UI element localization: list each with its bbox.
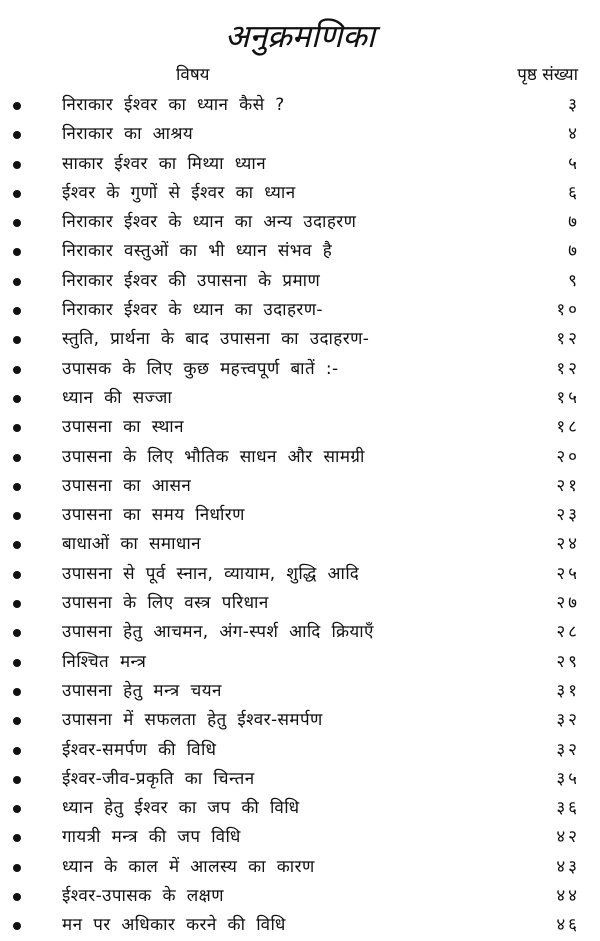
entry-page-number: ६ xyxy=(568,182,580,203)
entry-page-number: ४६ xyxy=(556,915,580,936)
entry-subject: मन पर अधिकार करने की विधि xyxy=(62,915,286,936)
list-item xyxy=(0,384,600,413)
entry-subject: उपासना में सफलता हेतु ईश्वर-समर्पण xyxy=(62,710,323,731)
entry-page-number: ३५ xyxy=(556,768,580,789)
list-item xyxy=(0,530,600,559)
entry-page-number: ७ xyxy=(568,212,580,233)
entry-page-number: ९ xyxy=(568,270,580,291)
entry-page-number: ४४ xyxy=(556,886,580,907)
entry-subject: उपासना के लिए भौतिक साधन और सामग्री xyxy=(62,446,365,467)
entry-page-number: २३ xyxy=(556,505,580,526)
list-item xyxy=(0,237,600,266)
entry-subject: उपासना हेतु आचमन, अंग-स्पर्श आदि क्रियाएँ xyxy=(62,622,374,643)
bullet-icon xyxy=(13,512,21,520)
list-item xyxy=(0,677,600,706)
list-item xyxy=(0,560,600,589)
entry-subject: साकार ईश्वर का मिथ्या ध्यान xyxy=(62,153,267,174)
entry-subject: निश्चित मन्त्र xyxy=(62,651,147,672)
page-title: अनुक्रमणिका xyxy=(224,17,376,55)
entry-subject: उपासना हेतु मन्त्र चयन xyxy=(62,680,222,701)
entry-page-number: ३ xyxy=(568,95,580,115)
list-item xyxy=(0,355,600,384)
entry-subject: ईश्वर-उपासक के लक्षण xyxy=(62,886,224,907)
entry-page-number: १२ xyxy=(556,358,580,379)
entry-page-number: २१ xyxy=(556,475,580,496)
entry-page-number: १० xyxy=(556,300,580,321)
list-item xyxy=(0,472,600,501)
list-item xyxy=(0,267,600,296)
entry-page-number: २० xyxy=(556,446,580,467)
list-item xyxy=(0,179,600,208)
entry-page-number: २७ xyxy=(556,593,580,614)
bullet-icon xyxy=(13,541,21,549)
entry-page-number: ३६ xyxy=(556,798,580,819)
bullet-icon xyxy=(13,834,21,842)
page-number-column-header: पृष्ठ संख्या xyxy=(517,65,578,85)
bullet-icon xyxy=(13,161,21,169)
bullet-icon xyxy=(13,717,21,725)
subject-column-header: विषय xyxy=(176,65,210,85)
list-item xyxy=(0,443,600,472)
bullet-icon xyxy=(13,131,21,139)
bullet-icon xyxy=(13,190,21,198)
list-item xyxy=(0,150,600,179)
entry-subject: निराकार का आश्रय xyxy=(62,124,194,145)
list-item xyxy=(0,765,600,794)
entry-page-number: १२ xyxy=(556,329,580,350)
entry-subject: उपासना का समय निर्धारण xyxy=(62,505,245,526)
list-item xyxy=(0,325,600,354)
entry-subject: ईश्वर-समर्पण की विधि xyxy=(62,739,217,760)
entry-page-number: ७ xyxy=(568,241,580,262)
bullet-icon xyxy=(13,922,21,930)
entry-page-number: १५ xyxy=(556,387,580,408)
entry-subject: ध्यान के काल में आलस्य का कारण xyxy=(62,856,315,877)
list-item xyxy=(0,823,600,852)
entry-subject: उपासना का स्थान xyxy=(62,417,184,438)
bullet-icon xyxy=(13,454,21,462)
list-item xyxy=(0,120,600,149)
bullet-icon xyxy=(13,102,21,110)
bullet-icon xyxy=(13,659,21,667)
list-item xyxy=(0,706,600,735)
entry-page-number: २८ xyxy=(556,622,580,643)
list-item xyxy=(0,413,600,442)
entry-subject: निराकार ईश्वर का ध्यान कैसे ? xyxy=(62,95,285,115)
list-item xyxy=(0,208,600,237)
entry-subject: निराकार ईश्वर के ध्यान का उदाहरण- xyxy=(62,300,323,321)
list-item xyxy=(0,794,600,823)
entry-page-number: २४ xyxy=(556,534,580,555)
entry-page-number: ३१ xyxy=(556,680,580,701)
list-item xyxy=(0,648,600,677)
entry-page-number: २९ xyxy=(556,651,580,672)
entry-page-number: ३२ xyxy=(556,739,580,760)
entry-subject: बाधाओं का समाधान xyxy=(62,534,201,555)
entry-subject: उपासना का आसन xyxy=(62,475,192,496)
entry-subject: ध्यान की सज्जा xyxy=(62,387,173,408)
bullet-icon xyxy=(13,629,21,637)
entry-subject: निराकार ईश्वर की उपासना के प्रमाण xyxy=(62,270,321,291)
table-of-contents-list xyxy=(0,91,600,941)
entry-page-number: ४२ xyxy=(556,827,580,848)
list-item xyxy=(0,736,600,765)
entry-subject: ईश्वर-जीव-प्रकृति का चिन्तन xyxy=(62,768,255,789)
entry-page-number: ५ xyxy=(568,153,580,174)
bullet-icon xyxy=(13,366,21,374)
entry-subject: स्तुति, प्रार्थना के बाद उपासना का उदाहरण- xyxy=(62,329,370,350)
bullet-icon xyxy=(13,893,21,901)
bullet-icon xyxy=(13,688,21,696)
list-item xyxy=(0,296,600,325)
bullet-icon xyxy=(13,864,21,872)
entry-page-number: ३२ xyxy=(556,710,580,731)
entry-subject: निराकार ईश्वर के ध्यान का अन्य उदाहरण xyxy=(62,212,357,233)
entry-page-number: ४३ xyxy=(556,856,580,877)
entry-subject: निराकार वस्तुओं का भी ध्यान संभव है xyxy=(62,241,333,262)
list-item xyxy=(0,853,600,882)
bullet-icon xyxy=(13,395,21,403)
entry-subject: ध्यान हेतु ईश्वर का जप की विधि xyxy=(62,798,300,819)
entry-subject: उपासक के लिए कुछ महत्त्वपूर्ण बातें :- xyxy=(62,358,339,379)
list-item xyxy=(0,882,600,911)
entry-subject: गायत्री मन्त्र की जप विधि xyxy=(62,827,241,848)
entry-subject: ईश्वर के गुणों से ईश्वर का ध्यान xyxy=(62,182,296,203)
bullet-icon xyxy=(13,307,21,315)
bullet-icon xyxy=(13,776,21,784)
list-item xyxy=(0,589,600,618)
list-item xyxy=(0,911,600,940)
entry-subject: उपासना के लिए वस्त्र परिधान xyxy=(62,593,269,614)
bullet-icon xyxy=(13,600,21,608)
entry-subject: उपासना से पूर्व स्नान, व्यायाम, शुद्धि आदि xyxy=(62,563,360,584)
list-item xyxy=(0,91,600,120)
bullet-icon xyxy=(13,219,21,227)
bullet-icon xyxy=(13,805,21,813)
entry-page-number: २५ xyxy=(556,563,580,584)
bullet-icon xyxy=(13,248,21,256)
entry-page-number: ४ xyxy=(568,124,580,145)
bullet-icon xyxy=(13,424,21,432)
bullet-icon xyxy=(13,336,21,344)
list-item xyxy=(0,501,600,530)
list-item xyxy=(0,618,600,647)
bullet-icon xyxy=(13,747,21,755)
bullet-icon xyxy=(13,483,21,491)
bullet-icon xyxy=(13,278,21,286)
bullet-icon xyxy=(13,571,21,579)
entry-page-number: १८ xyxy=(556,417,580,438)
